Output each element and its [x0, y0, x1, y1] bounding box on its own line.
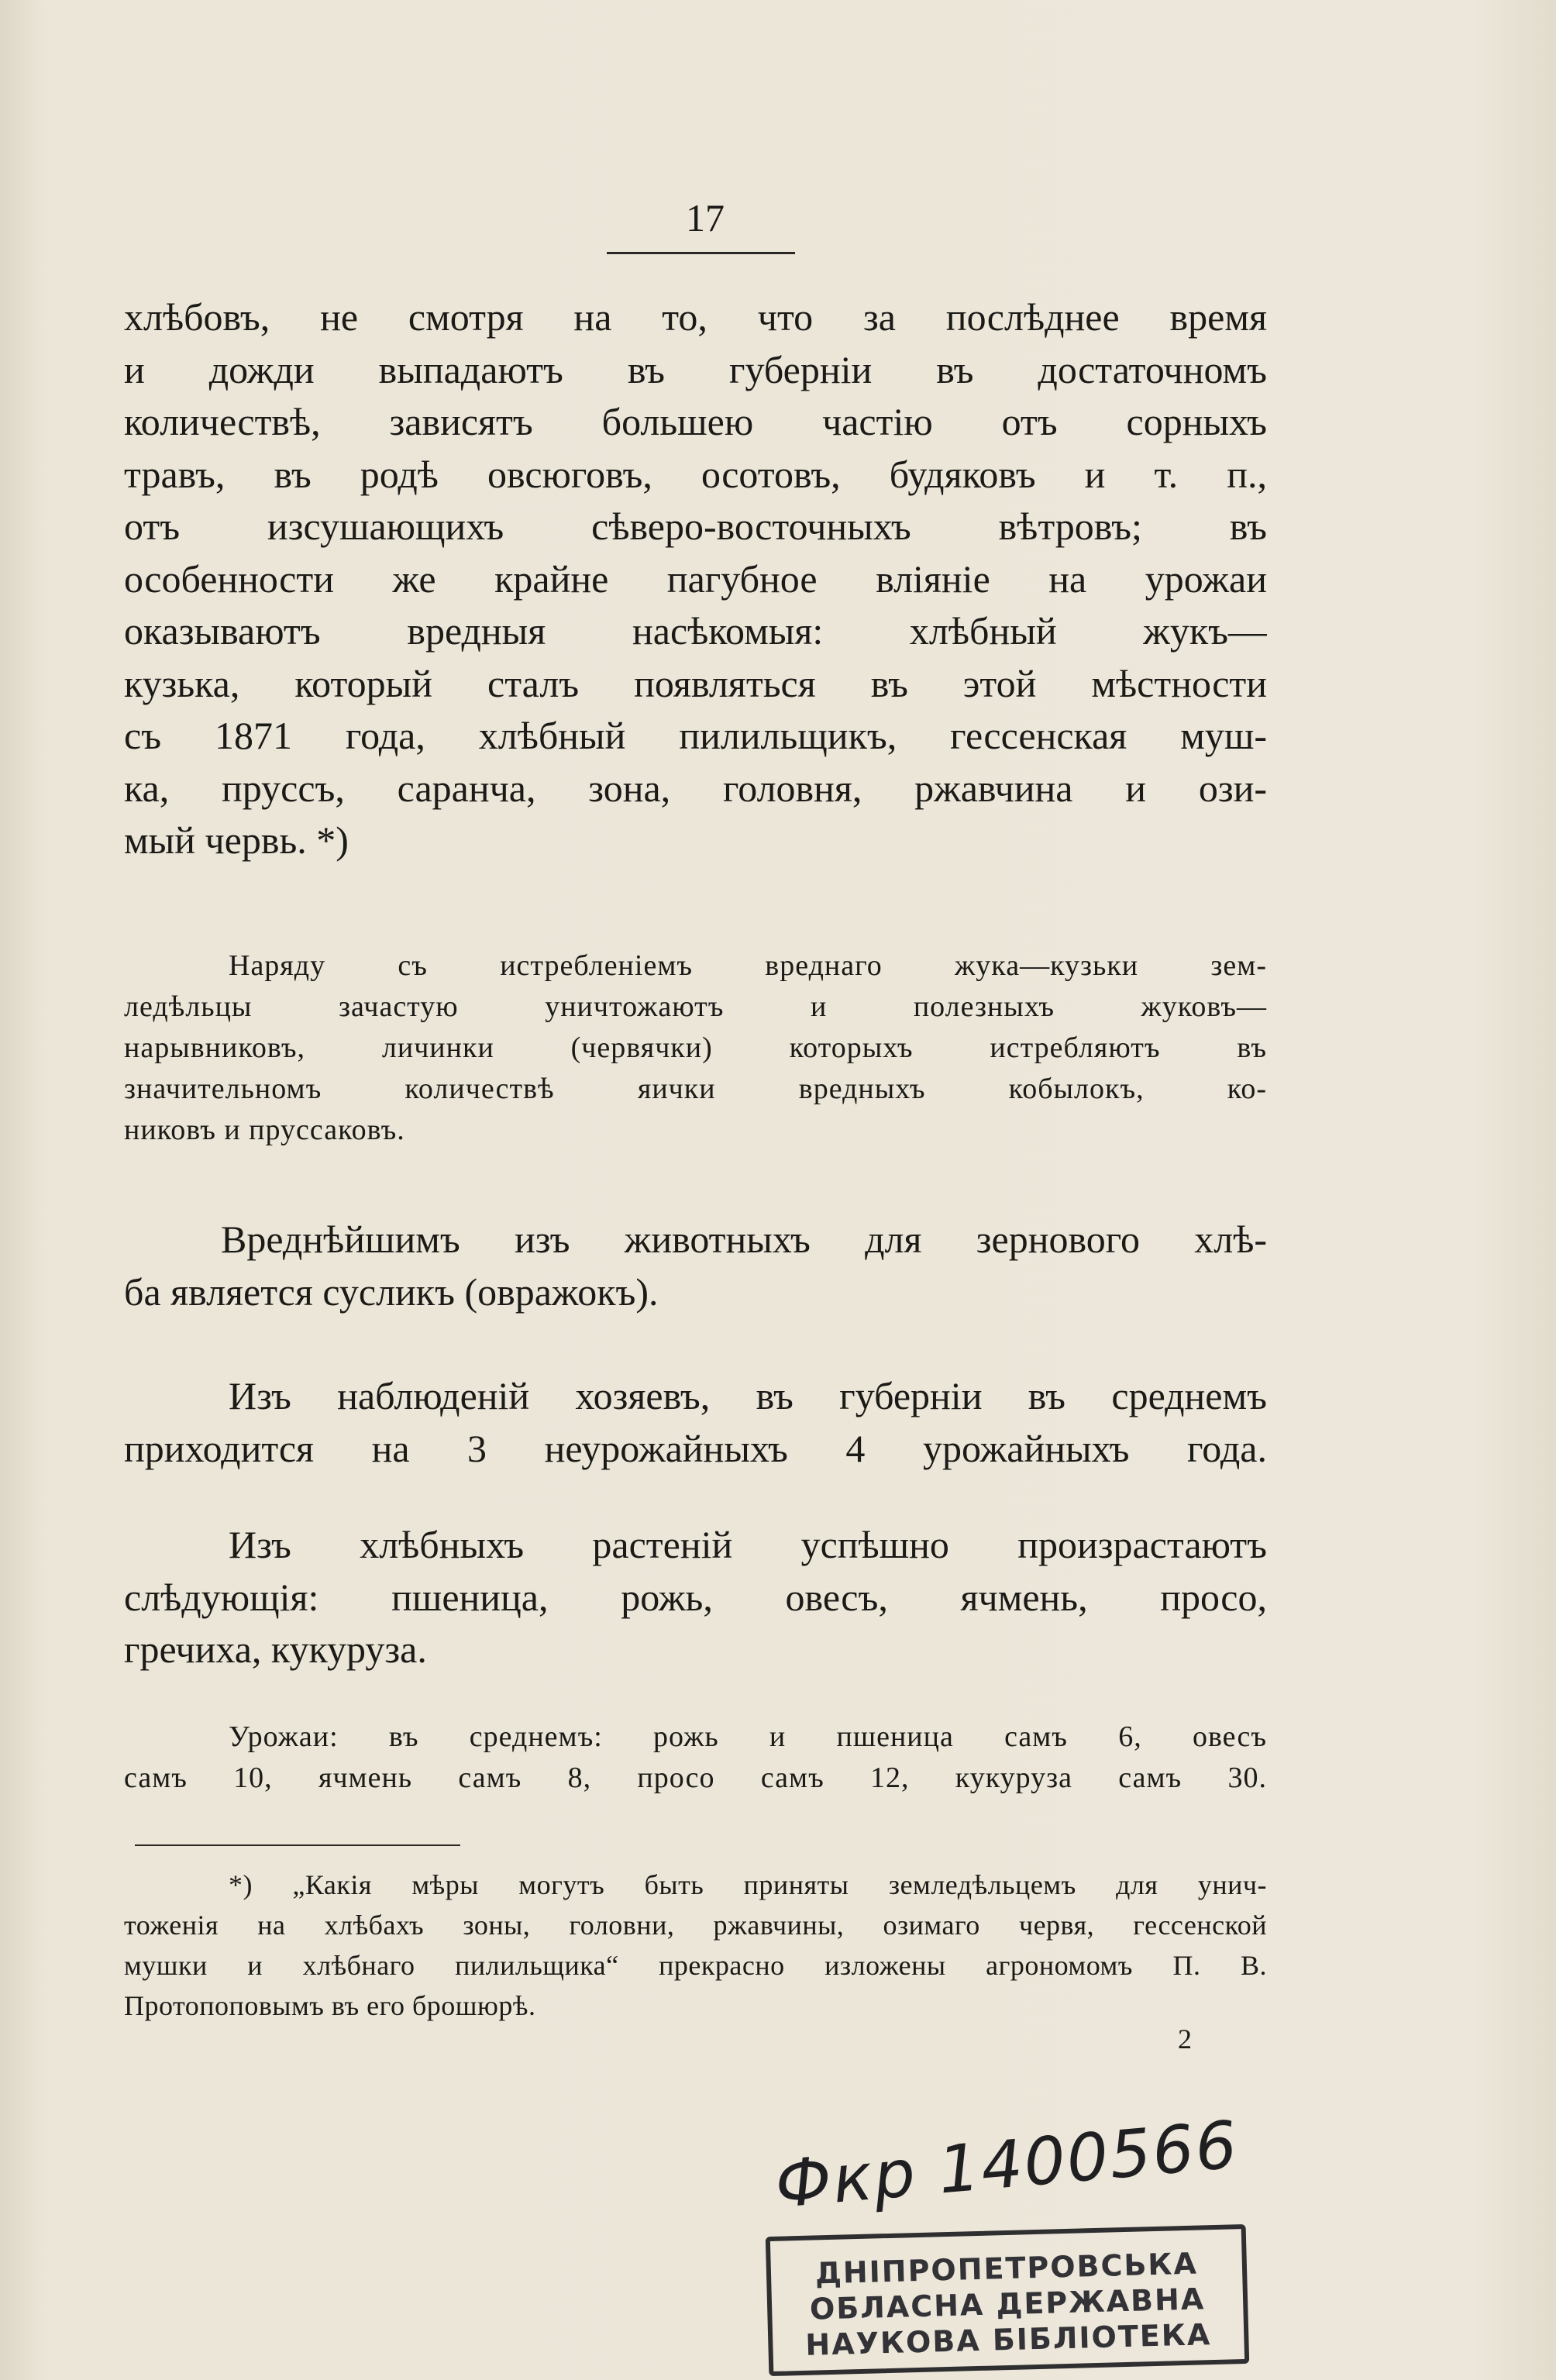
footnote-line: Протопоповымъ въ его брошюрѣ. [124, 1990, 536, 2021]
header-rule [607, 252, 795, 254]
text-line: Вреднѣйшимъ изъ животныхъ для зернового хлѣ- [221, 1218, 1267, 1261]
footnote-line: *) „Какія мѣры могутъ быть приняты земледѣльцемъ для унич- [229, 1869, 1267, 1900]
text-line: слѣдующія: пшеница, рожь, овесъ, ячмень, просо, [124, 1575, 1267, 1619]
text-line: Изъ наблюденій хозяевъ, въ губерніи въ среднемъ [229, 1374, 1267, 1417]
text-line: Наряду съ истребленіемъ вреднаго жука—кузьки зем- [229, 949, 1267, 982]
footnote [124, 1865, 1267, 2026]
footnote-rule [135, 1844, 460, 1846]
page-number-text: 17 [686, 196, 725, 239]
text-line: нарывниковъ, личинки (червячки) которыхъ истребляютъ въ [124, 1032, 1267, 1064]
text-line: кузька, который сталъ появляться въ этой мѣстности [124, 661, 1267, 705]
text-line: количествѣ, зависятъ большею частію отъ сорныхъ [124, 400, 1267, 443]
signature-mark: 2 [1178, 2024, 1192, 2055]
paragraph-grain-plants [124, 1519, 1267, 1676]
paragraph-gopher [124, 1214, 1267, 1318]
text-line: мый червь. *) [124, 818, 349, 862]
stamp-line: ОБЛАСНА ДЕРЖАВНА [809, 2282, 1206, 2327]
paragraph-harvest-ratio [124, 1370, 1267, 1475]
text-line: ледѣльцы зачастую уничтожаютъ и полезныхъ жуковъ— [124, 990, 1267, 1023]
text-line: и дожди выпадаютъ въ губерніи въ достаточномъ [124, 347, 1267, 391]
library-stamp [766, 2224, 1249, 2376]
text-line: никовъ и пруссаковъ. [124, 1114, 405, 1146]
stamp-line: ДНІПРОПЕТРОВСЬКА [814, 2246, 1199, 2291]
text-line: ка, пруссъ, саранча, зона, головня, ржавчина и ози- [124, 766, 1267, 810]
paragraph-crop-damage [124, 291, 1267, 867]
text-line: Урожаи: въ среднемъ: рожь и пшеница самъ 6, овесъ [229, 1720, 1267, 1753]
text-line: травъ, въ родѣ овсюговъ, осотовъ, будяковъ и т. п., [124, 452, 1267, 496]
text-line: хлѣбовъ, не смотря на то, что за послѣднее время [124, 295, 1267, 339]
footnote-line: мушки и хлѣбнаго пилильщика“ прекрасно изложены агрономомъ П. В. [124, 1950, 1267, 1981]
handwritten-inventory-number: Фкр 1400566 [772, 2106, 1241, 2223]
paragraph-yields [124, 1717, 1267, 1799]
text-line: гречиха, кукуруза. [124, 1627, 427, 1671]
text-line: ба является сусликъ (овражокъ). [124, 1269, 659, 1314]
paragraph-beneficial-beetles [124, 945, 1267, 1151]
stamp-line: НАУКОВА БІБЛІОТЕКА [804, 2317, 1212, 2362]
text-line: оказываютъ вредныя насѣкомыя: хлѣбный жукъ— [124, 609, 1267, 653]
footnote-line: тоженія на хлѣбахъ зоны, головни, ржавчины, озимаго червя, гессенской [124, 1910, 1267, 1941]
text-line: особенности же крайне пагубное вліяніе на урожаи [124, 556, 1267, 601]
text-line: значительномъ количествѣ яички вредныхъ кобылокъ, ко- [124, 1073, 1267, 1105]
page-number [0, 195, 1410, 240]
text-line: самъ 10, ячмень самъ 8, просо самъ 12, кукуруза самъ 30. [124, 1762, 1267, 1794]
text-line: Изъ хлѣбныхъ растеній успѣшно произрастаютъ [229, 1523, 1267, 1566]
text-line: съ 1871 года, хлѣбный пилильщикъ, гессенская муш- [124, 714, 1267, 757]
text-line: отъ изсушающихъ сѣверо-восточныхъ вѣтровъ; въ [124, 505, 1267, 548]
text-line: приходится на 3 неурожайныхъ 4 урожайныхъ года. [124, 1426, 1267, 1470]
